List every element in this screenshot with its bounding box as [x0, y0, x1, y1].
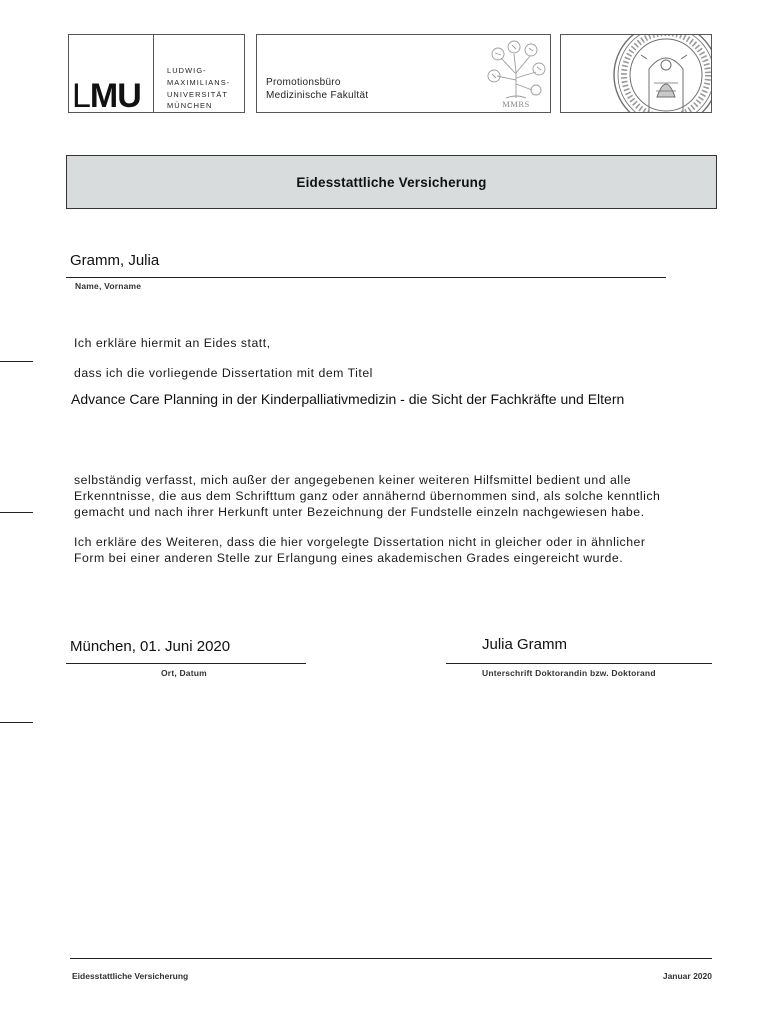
lmu-logo-box	[68, 34, 154, 113]
paragraph-line: Form bei einer anderen Stelle zur Erlangung eines akademischen Grades eingereicht wurde.	[74, 551, 624, 565]
mmrs-logo	[484, 38, 548, 110]
paragraph-line: selbständig verfasst, mich außer der angegebenen keiner weiteren Hilfsmittel bedient und alle	[74, 473, 632, 487]
declaration-intro: Ich erkläre hiermit an Eides statt,	[74, 336, 271, 350]
footer-rule	[70, 958, 712, 959]
office-line: Medizinische Fakultät	[266, 90, 369, 101]
place-date-field[interactable]: München, 01. Juni 2020	[70, 638, 231, 655]
title-box	[66, 155, 717, 209]
paragraph-line: Erkenntnisse, die aus dem Schrifttum ganz oder annähernd übernommen sind, als solche kenntlich	[74, 489, 661, 503]
footer-right: Januar 2020	[662, 971, 712, 981]
signature-field[interactable]: Julia Gramm	[482, 636, 568, 653]
mmrs-logo-text: MMRS	[502, 99, 530, 109]
signature-underline	[446, 663, 712, 664]
name-label: Name, Vorname	[75, 281, 142, 291]
university-name-line: UNIVERSITÄT	[167, 89, 228, 99]
office-name	[266, 76, 368, 102]
paragraph-line: Ich erkläre des Weiteren, dass die hier vorgelegte Dissertation nicht in gleicher oder in ähnlicher	[74, 535, 646, 549]
paragraph-line: gemacht und nach ihrer Herkunft unter Bezeichnung der Fundstelle einzeln nachgewiesen habe.	[74, 505, 645, 519]
office-line: Promotionsbüro	[266, 77, 341, 88]
university-name-line: MAXIMILIANS-	[167, 77, 231, 87]
fold-mark	[0, 361, 33, 362]
document-title: Eidesstattliche Versicherung	[296, 174, 487, 190]
dissertation-title-field[interactable]: Advance Care Planning in der Kinderpalliativmedizin - die Sicht der Fachkräfte und Eltern	[71, 391, 625, 407]
university-name-box	[153, 34, 245, 113]
title-intro: dass ich die vorliegende Dissertation mit dem Titel	[74, 366, 373, 380]
footer-left: Eidesstattliche Versicherung	[72, 971, 189, 981]
university-name-line: MÜNCHEN	[167, 101, 213, 111]
seal-box	[560, 34, 712, 113]
place-date-underline	[66, 663, 306, 664]
fold-mark	[0, 722, 33, 723]
office-box	[256, 34, 551, 113]
university-name	[167, 65, 230, 112]
name-underline	[66, 277, 666, 278]
university-name-line: LUDWIG-	[167, 66, 207, 75]
fold-mark	[0, 512, 33, 513]
university-seal	[561, 35, 712, 113]
lmu-logo: LMU	[72, 77, 141, 115]
signature-label: Unterschrift Doktorandin bzw. Doktorand	[482, 668, 656, 678]
name-field[interactable]: Gramm, Julia	[70, 252, 160, 269]
place-date-label: Ort, Datum	[161, 668, 207, 678]
